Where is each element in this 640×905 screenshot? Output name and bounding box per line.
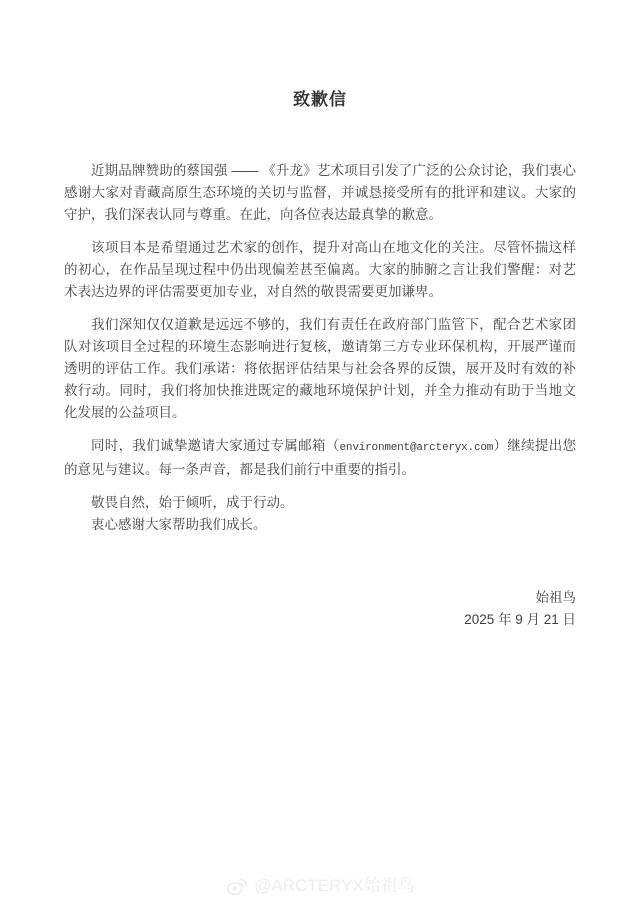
weibo-icon (225, 876, 249, 896)
letter-body (64, 160, 576, 536)
email-paragraph-before: 同时，我们诚挚邀请大家通过专属邮箱（ (91, 438, 340, 453)
closing-line: 衷心感谢大家帮助我们成长。 (91, 517, 267, 532)
closing-line: 敬畏自然，始于倾听，成于行动。 (91, 495, 294, 510)
letter-title: 致歉信 (293, 90, 347, 109)
signature-name: 始祖鸟 (535, 590, 576, 605)
email-address: environment@arcteryx.com (339, 442, 494, 454)
signature-date: 2025 年 9 月 21 日 (464, 612, 576, 627)
letter-paragraph: 近期品牌赞助的蔡国强 —— 《升龙》艺术项目引发了广泛的公众讨论，我们衷心感谢大家对青藏高原生态环境的关切与监督，并诚恳接受所有的批评和建议。大家的守护，我们深表认同与尊重。在此，向各位表达最真挚的歉意。 (64, 163, 576, 222)
letter-paragraph: 该项目本是希望通过艺术家的创作，提升对高山在地文化的关注。尽管怀揣这样的初心，在作品呈现过程中仍出现偏差甚至偏离。大家的肺腑之言让我们警醒：对艺术表达边界的评估需要更加专业，对自然的敬畏需要更加谦卑。 (64, 240, 576, 299)
email-paragraph-after: ）继续提出您的意见与建议。每一条声音，都是我们前行中重要的指引。 (64, 438, 577, 477)
watermark-text: @ARCTERYX始祖鸟 (254, 876, 415, 895)
weibo-watermark (225, 874, 415, 898)
letter-paragraph-email (64, 435, 576, 481)
signature-block (64, 587, 576, 631)
letter-paragraph: 我们深知仅仅道歉是远远不够的，我们有责任在政府部门监管下，配合艺术家团队对该项目全过程的环境生态影响进行复核，邀请第三方专业环保机构，开展严谨而透明的评估工作。我们承诺：将依据评估结果与社会各界的反馈，展开及时有效的补救行动。同时，我们将加快推进既定的藏地环境保护计划，并全力推动有助于当地文化发展的公益项目。 (64, 317, 576, 420)
